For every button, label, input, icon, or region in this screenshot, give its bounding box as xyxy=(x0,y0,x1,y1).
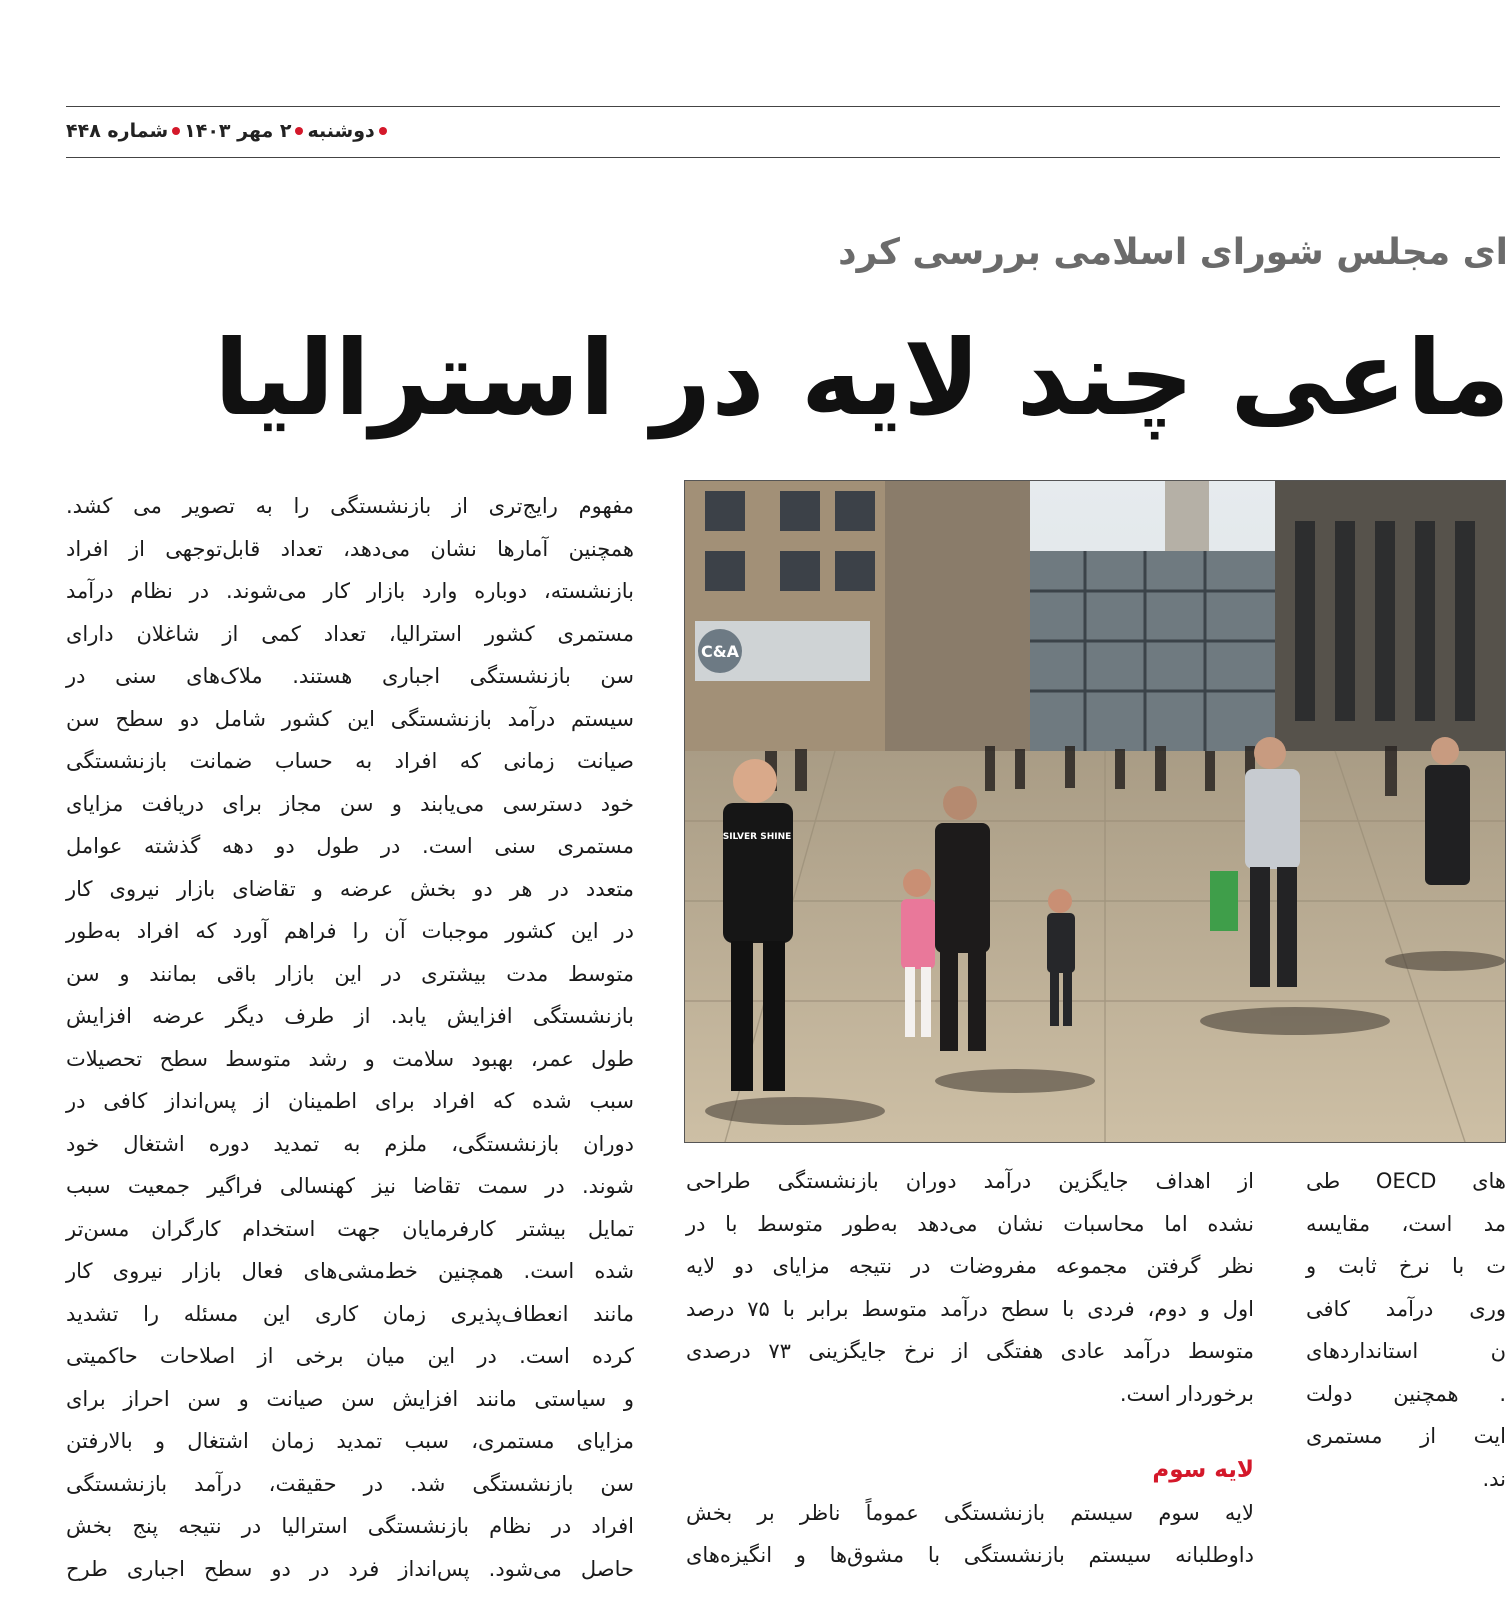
bullet-dot xyxy=(379,127,387,135)
dateline xyxy=(66,116,391,146)
article-line: مانند انعطاف‌پذیری زمان کاری این مسئله را تشدید xyxy=(66,1301,634,1326)
article-line: برخوردار است. xyxy=(1119,1381,1254,1406)
article-kicker: ای مجلس شورای اسلامی بررسی کرد xyxy=(838,232,1508,273)
photo-plaza xyxy=(685,751,1505,1142)
photo-tower xyxy=(1165,481,1209,551)
bullet-dot xyxy=(172,127,180,135)
article-line: نظر گرفتن مجموعه مفروضات در نتیجه مزایای دو لایه xyxy=(686,1254,1254,1278)
article-line: متوسط مدت بیشتری در این بازار باقی بمانند و سن xyxy=(66,961,634,986)
header-rule-bottom xyxy=(66,157,1500,158)
article-line: . همچنین دولت xyxy=(1306,1381,1506,1406)
photo-green-bag xyxy=(1210,871,1238,931)
article-line: حاصل می‌شود. پس‌انداز فرد در دو سطح اجباری طرح xyxy=(66,1556,634,1581)
article-line: متعدد در هر دو بخش عرضه و تقاضای بازار نیروی کار xyxy=(66,876,634,901)
article-line: دوران بازنشستگی، ملزم به تمدید دوره اشتغال خود xyxy=(66,1131,634,1156)
photo-station xyxy=(1030,551,1275,761)
article-line: بازنشستگی افزایش یابد. از طرف دیگر عرضه افزایش xyxy=(66,1004,634,1028)
article-line: وری درآمد کافی xyxy=(1306,1296,1506,1321)
header-rule-top xyxy=(66,106,1500,107)
article-line: کرده است. در این میان برخی از اصلاحات حاکمیتی xyxy=(66,1344,634,1368)
article-photo xyxy=(684,480,1506,1143)
article-line: داوطلبانه سیستم بازنشستگی با مشوق‌ها و انگیزه‌های xyxy=(686,1543,1254,1567)
article-line: در این کشور موجبات آن را فراهم آورد که افراد به‌طور xyxy=(66,919,634,943)
article-line: مد است، مقایسه xyxy=(1306,1211,1506,1236)
article-line: مزایای مستمری، سبب تمدید زمان اشتغال و بالارفتن xyxy=(66,1429,634,1453)
article-line: تمایل بیشتر کارفرمایان جهت استخدام کارگران مسن‌تر xyxy=(66,1216,634,1241)
article-line: مستمری سنی است. در طول دو دهه گذشته عوامل xyxy=(66,834,634,858)
article-line: سن بازنشستگی شد. در حقیقت، درآمد بازنشستگی xyxy=(66,1471,634,1496)
article-line: نشده اما محاسبات نشان می‌دهد به‌طور متوسط با در xyxy=(686,1211,1254,1236)
article-line: های OECD طی xyxy=(1306,1169,1506,1193)
article-line: از اهداف جایگزین درآمد دوران بازنشستگی طراحی xyxy=(686,1169,1254,1193)
article-line: ایت از مستمری xyxy=(1306,1424,1506,1448)
photo-store-sign-text: C&A xyxy=(700,642,740,661)
dateline-issue: شماره ۴۴۸ xyxy=(66,120,169,142)
article-line: شده است. همچنین خط‌مشی‌های فعال بازار نیروی کار xyxy=(66,1259,634,1283)
article-line: طول عمر، بهبود سلامت و رشد متوسط سطح تحصیلات xyxy=(66,1046,634,1071)
article-line: بازنشسته، دوباره وارد بازار کار می‌شوند. در نظام درآمد xyxy=(66,579,634,603)
section-subhead: لایه سوم xyxy=(1152,1457,1254,1483)
article-line: ند. xyxy=(1482,1466,1506,1491)
article-line: لایه سوم سیستم بازنشستگی عموماً ناظر بر بخش xyxy=(686,1500,1254,1525)
article-headline: ماعی چند لایه در استرالیا xyxy=(213,317,1510,439)
article-column-middle xyxy=(686,1160,1254,1600)
article-line: مفهوم رایج‌تری از بازنشستگی را به تصویر می کشد. xyxy=(66,494,634,518)
article-line: سن بازنشستگی اجباری هستند. ملاک‌های سنی در xyxy=(66,664,634,688)
article-line: سبب شده که افراد برای اطمینان از پس‌انداز کافی در xyxy=(66,1089,634,1113)
article-line: اول و دوم، فردی با سطح درآمد متوسط برابر با ۷۵ درصد xyxy=(686,1296,1254,1321)
article-line: و سیاستی مانند افزایش سن صیانت و سن احراز برای xyxy=(66,1386,634,1411)
article-line: افراد در نظام بازنشستگی استرالیا در نتیجه پنج بخش xyxy=(66,1514,634,1538)
article-column-left xyxy=(66,485,634,1600)
article-line: خود دسترسی می‌یابند و سن مجاز برای دریافت مزایای xyxy=(66,791,634,816)
article-line: همچنین آمارها نشان می‌دهد، تعداد قابل‌توجهی از افراد xyxy=(66,536,634,561)
dateline-date: ۲ مهر ۱۴۰۳ xyxy=(184,120,292,142)
article-line: صیانت زمانی که افراد به حساب ضمانت بازنشستگی xyxy=(66,749,634,773)
photo-shirt-text: SILVER SHINE xyxy=(722,832,792,842)
article-line: متوسط درآمد عادی هفتگی از نرخ جایگزینی ۷۳ درصدی xyxy=(686,1339,1254,1363)
article-line: ن استانداردهای xyxy=(1306,1339,1506,1363)
article-line: ت با نرخ ثابت و xyxy=(1306,1254,1506,1278)
article-line: شوند. در سمت تقاضا نیز کهنسالی فراگیر جمعیت سبب xyxy=(66,1174,634,1198)
dateline-weekday: دوشنبه xyxy=(307,120,375,142)
article-line: سیستم درآمد بازنشستگی این کشور شامل دو سطح سن xyxy=(66,706,634,731)
bullet-dot xyxy=(295,127,303,135)
article-line: مستمری کشور استرالیا، تعداد کمی از شاغلان دارای xyxy=(66,621,634,646)
article-column-right xyxy=(1306,1160,1506,1600)
